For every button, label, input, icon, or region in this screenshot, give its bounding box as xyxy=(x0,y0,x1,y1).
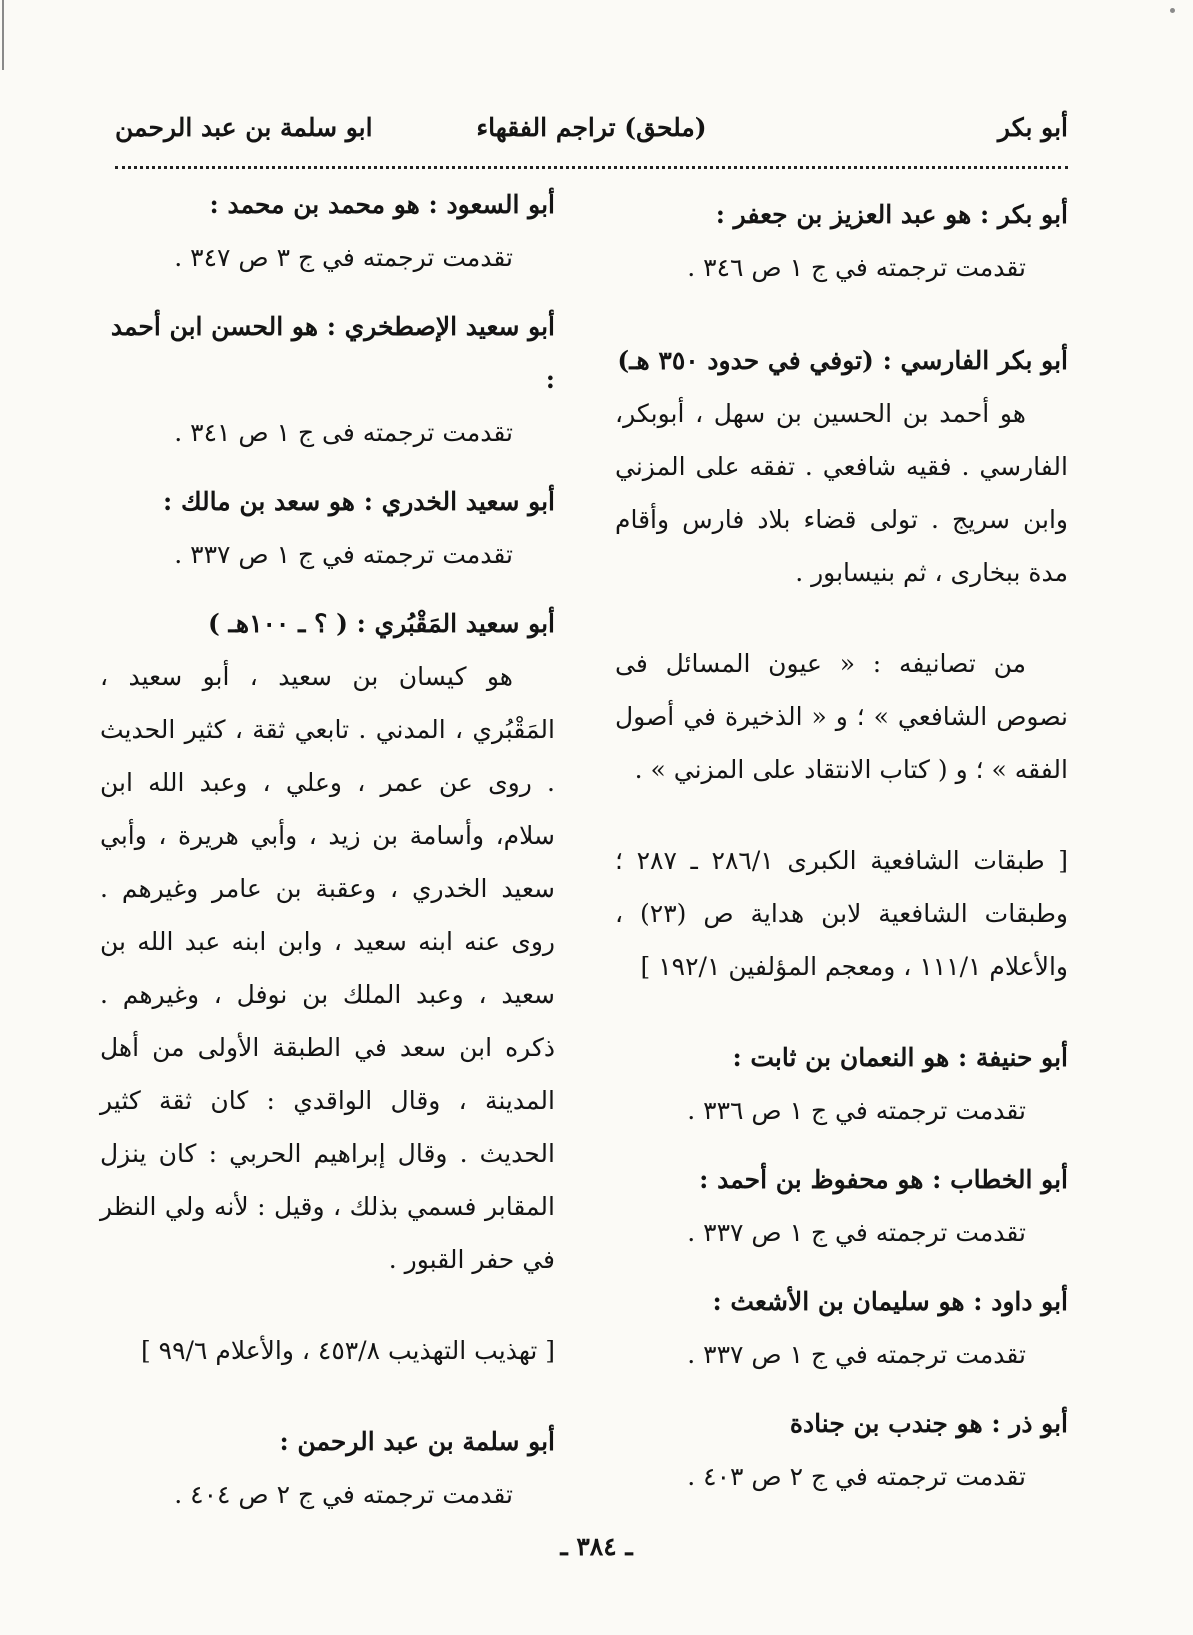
entry-heading: أبو سعيد المَقْبُري : ( ؟ ـ ١٠٠هـ ) xyxy=(208,609,555,638)
entry-abu-bakr xyxy=(615,188,1068,294)
left-column xyxy=(100,178,555,1537)
entry-heading: أبو سعيد الخدري : هو سعد بن مالك : xyxy=(163,487,555,516)
entry-heading: أبو السعود : هو محمد بن محمد : xyxy=(209,190,555,219)
scan-edge-line xyxy=(2,0,4,70)
entry-reference: تقدمت ترجمته في ج ١ ص ٣٤٦ . xyxy=(687,253,1026,282)
entry-heading: أبو حنيفة : هو النعمان بن ثابت : xyxy=(732,1043,1068,1072)
entry-reference: تقدمت ترجمته فى ج ١ ص ٣٤١ . xyxy=(174,418,513,447)
entry-reference: تقدمت ترجمته في ج ١ ص ٣٣٧ . xyxy=(687,1340,1026,1369)
right-column xyxy=(615,188,1068,1519)
entry-biography: هو أحمد بن الحسين بن سهل ، أبوبكر، الفارسي . فقيه شافعي . تفقه على المزني وابن سريج . تولى قضاء بلاد فارس وأقام مدة ببخارى ، ثم بنيسابور . xyxy=(615,399,1068,587)
entry-reference: تقدمت ترجمته في ج ١ ص ٣٣٦ . xyxy=(687,1096,1026,1125)
entry-abu-bakr-farisi xyxy=(615,334,1068,993)
entry-heading: أبو بكر : هو عبد العزيز بن جعفر : xyxy=(715,200,1068,229)
entry-heading: أبو سعيد الإصطخري : هو الحسن ابن أحمد : xyxy=(110,312,555,394)
entry-heading: أبو داود : هو سليمان بن الأشعث : xyxy=(712,1287,1068,1316)
entry-heading: أبو ذر : هو جندب بن جنادة xyxy=(789,1409,1068,1438)
entry-reference: تقدمت ترجمته في ج ٣ ص ٣٤٧ . xyxy=(174,243,513,272)
entry-reference: تقدمت ترجمته في ج ١ ص ٣٣٧ . xyxy=(174,540,513,569)
entry-abu-salama xyxy=(100,1415,555,1521)
entry-heading: أبو بكر الفارسي : (توفي في حدود ٣٥٠ هـ) xyxy=(617,346,1068,375)
entry-heading: أبو سلمة بن عبد الرحمن : xyxy=(279,1427,555,1456)
entry-abu-dawud xyxy=(615,1275,1068,1381)
header-center: (ملحق) تراجم الفقهاء xyxy=(476,113,707,142)
entry-reference: تقدمت ترجمته في ج ٢ ص ٤٠٣ . xyxy=(687,1462,1026,1491)
scan-speck xyxy=(1170,8,1175,13)
page-number: ـ ٣٨٤ ـ xyxy=(560,1532,633,1561)
entry-abu-said-maqburi xyxy=(100,597,555,1377)
entry-abu-dharr xyxy=(615,1397,1068,1503)
entry-works: من تصانيفه : « عيون المسائل فى نصوص الشافعي » ؛ و « الذخيرة في أصول الفقه » ؛ و ( كتاب الانتقاد على المزني » . xyxy=(615,649,1068,784)
running-header xyxy=(115,100,1068,148)
entry-abu-said-khudri xyxy=(100,475,555,581)
header-right: أبو بكر xyxy=(997,113,1068,142)
entry-abu-al-khattab xyxy=(615,1153,1068,1259)
entry-abu-said-istakhri xyxy=(100,300,555,459)
entry-reference: تقدمت ترجمته في ج ١ ص ٣٣٧ . xyxy=(687,1218,1026,1247)
entry-sources: [ طبقات الشافعية الكبرى ٢٨٦/١ ـ ٢٨٧ ؛ وطبقات الشافعية لابن هداية ص (٢٣) ، والأعلام ١١١/١ ، ومعجم المؤلفين ١٩٢/١ ] xyxy=(615,846,1069,981)
entry-sources: [ تهذيب التهذيب ٤٥٣/٨ ، والأعلام ٩٩/٦ ] xyxy=(140,1336,555,1365)
entry-biography: هو كيسان بن سعيد ، أبو سعيد ، المَقْبُري ، المدني . تابعي ثقة ، كثير الحديث . روى عن عمر ، وعلي ، وعبد الله ابن سلام، وأسامة بن زيد ، وأبي هريرة ، وأبي سعيد الخدري ، وعقبة بن عامر وغيرهم . روى عنه ابنه سعيد ، وابن ابنه عبد الله بن سعيد ، وعبد الملك بن نوفل ، وغيرهم . ذكره ابن سعد في الطبقة الأولى من أهل المدينة ، وقال الواقدي : كان ثقة كثير الحديث . وقال إبراهيم الحربي : كان ينزل المقابر فسمي بذلك ، وقيل : لأنه ولي النظر في حفر القبور . xyxy=(100,662,555,1274)
entry-abu-hanifa xyxy=(615,1031,1068,1137)
entry-reference: تقدمت ترجمته في ج ٢ ص ٤٠٤ . xyxy=(174,1480,513,1509)
entry-heading: أبو الخطاب : هو محفوظ بن أحمد : xyxy=(699,1165,1068,1194)
entry-abu-al-suud xyxy=(100,178,555,284)
header-left: ابو سلمة بن عبد الرحمن xyxy=(115,113,373,142)
header-dotted-rule xyxy=(115,166,1068,169)
